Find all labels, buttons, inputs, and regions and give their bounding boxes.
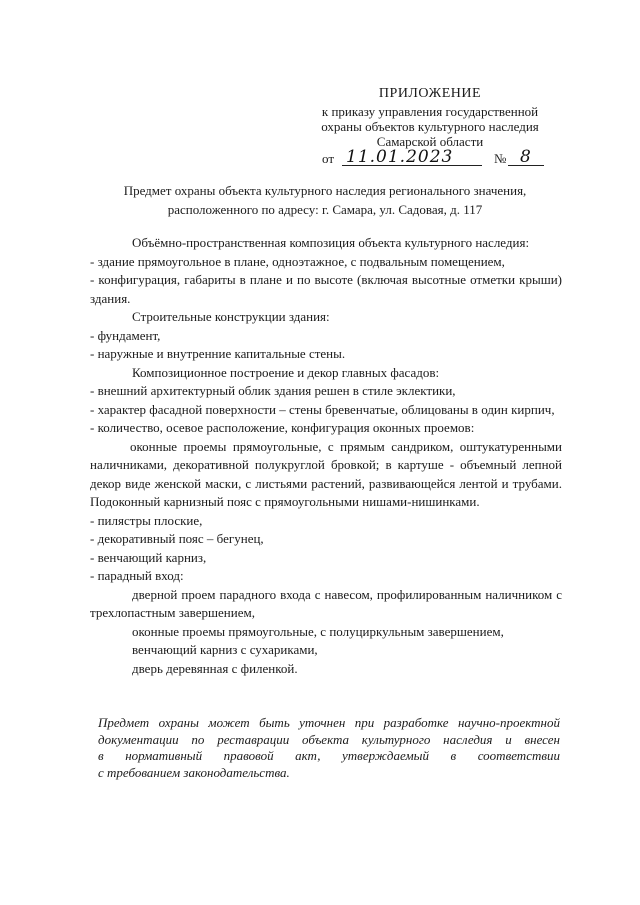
appendix-line-1: к приказу управления государственной [321,104,539,119]
entrance-description: дверной проем парадного входа с навесом, профилированным наличником с трехлопастным завершением, [90,586,562,620]
volume-heading: Объёмно-пространственная композиция объекта культурного наследия: [132,235,530,250]
list-item: - наружные и внутренние капитальные стены. [90,346,346,361]
entrance-item: дверь деревянная с филенкой. [132,660,298,676]
order-date: 11.01.2023 [346,147,454,167]
list-item: - характер фасадной поверхности – стены бревенчатые, облицованы в один кирпич, [90,401,555,417]
document-subject [90,181,560,219]
list-item: - здание прямоугольное в плане, одноэтажное, с подвальным помещением, [90,253,505,269]
list-item: - фундамент, [90,327,161,343]
list-item: - парадный вход: [90,568,184,583]
appendix-line-2: охраны объектов культурного наследия [321,119,539,134]
list-item: - декоративный пояс – бегунец, [90,531,264,546]
order-number-label: № [494,151,507,166]
entrance-item: венчающий карниз с сухариками, [132,642,318,657]
subject-line-1: Предмет охраны объекта культурного наследия регионального значения, [123,183,527,198]
note-line-1: Предмет охраны может быть уточнен при разработке научно-проектной [98,715,560,730]
document-body [90,234,562,678]
appendix-title: ПРИЛОЖЕНИЕ [378,86,482,101]
subject-line-2: расположенного по адресу: г. Самара, ул. Садовая, д. 117 [167,202,483,217]
note-line-2: документации по реставрации объекта культурного наследия и внесен [98,731,560,747]
order-from-label: от [322,151,335,166]
list-item: - внешний архитектурный облик здания решен в стиле эклектики, [90,383,456,398]
order-reference [322,147,582,171]
structure-heading: Строительные конструкции здания: [132,309,330,324]
note-line-4: с требованием законодательства. [98,764,290,780]
windows-description: оконные проемы прямоугольные, с прямым сандриком, оштукатуренными наличниками, декоративной полукруглой бровкой; в картуше - объемный лепной декор виде женской маски, с листьями растений, развивающейся лентой и трубами. Подоконный карнизный пояс с прямоугольными нишами-нишинками. [90,438,562,509]
order-number: 8 [520,147,532,167]
list-item: - пилястры плоские, [90,512,203,528]
list-item: - венчающий карниз, [90,549,207,565]
appendix-line-3: Самарской области [376,134,484,149]
list-item: - конфигурация, габариты в плане и по высоте (включая высотные отметки крыши) здания. [90,272,562,306]
entrance-item: оконные проемы прямоугольные, с полуциркульным завершением, [132,623,504,639]
list-item: - количество, осевое расположение, конфигурация оконных проемов: [90,420,475,435]
facade-heading: Композиционное построение и декор главных фасадов: [132,364,440,380]
appendix-header [300,86,560,149]
closing-note [98,715,560,781]
note-line-3: в нормативный правовой акт, утверждаемый в соответствии [98,748,560,763]
